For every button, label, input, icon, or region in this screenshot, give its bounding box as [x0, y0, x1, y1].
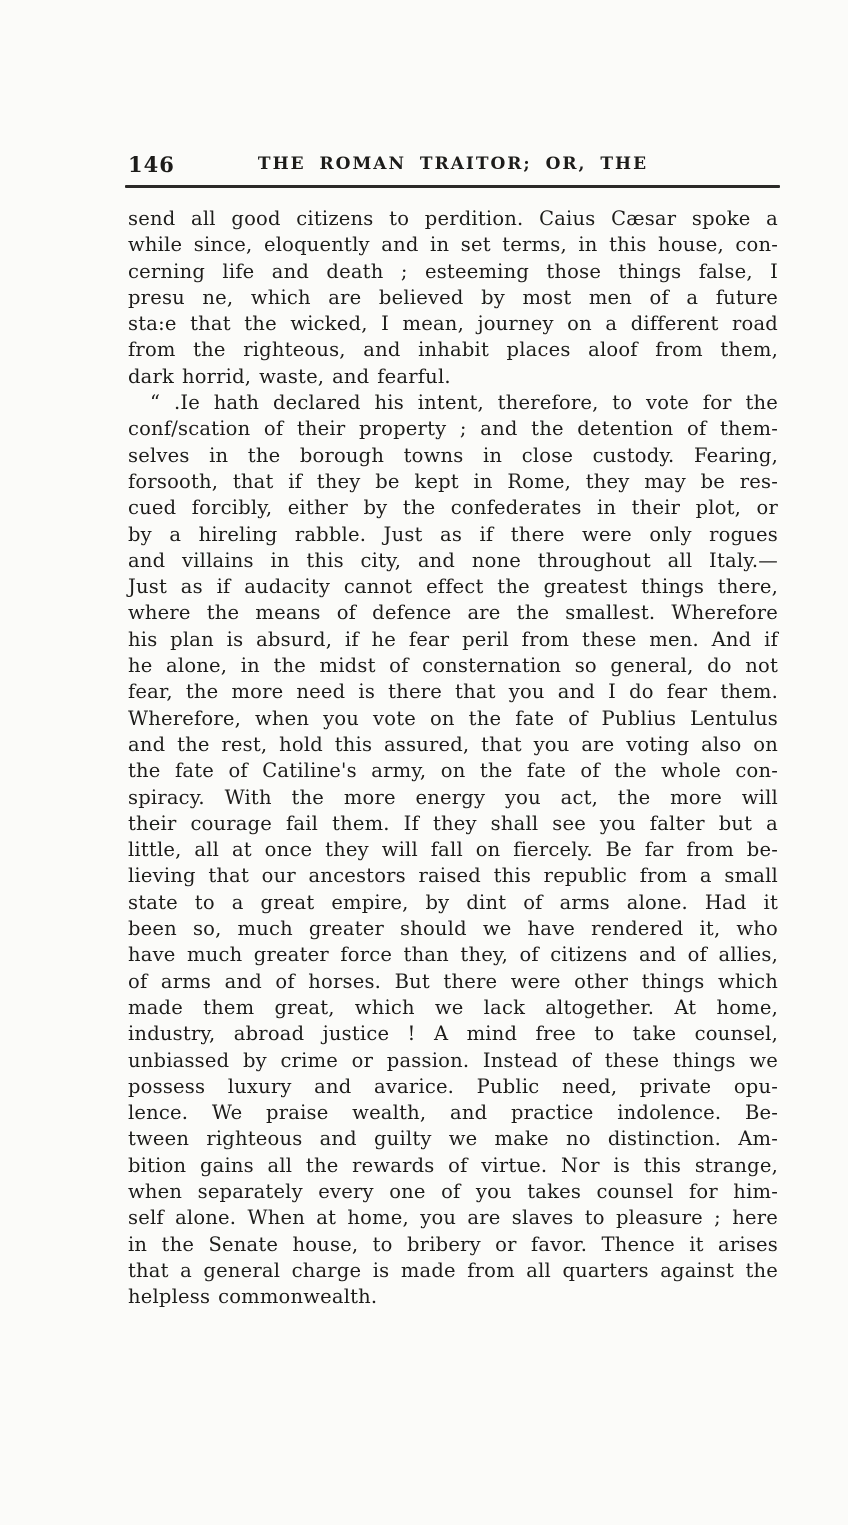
text-line: by a hireling rabble. Just as if there were only rogues [128, 522, 778, 546]
text-line: of arms and of horses. But there were other things which [128, 969, 778, 993]
text-line: and villains in this city, and none throughout all Italy.— [128, 548, 778, 572]
text-line: Just as if audacity cannot effect the greatest things there, [128, 575, 778, 599]
text-line: send all good citizens to perdition. Caius Cæsar spoke a [128, 207, 778, 230]
text-line: selves in the borough towns in close custody. Fearing, [128, 443, 778, 467]
text-line: that a general charge is made from all quarters against the [128, 1258, 778, 1282]
text-line: cerning life and death ; esteeming those things false, I [128, 259, 778, 283]
text-line: bition gains all the rewards of virtue. Nor is this strange, [128, 1153, 778, 1177]
text-line: possess luxury and avarice. Public need, private opu- [128, 1074, 778, 1098]
text-line: in the Senate house, to bribery or favor. Thence it arises [128, 1232, 778, 1256]
text-line: the fate of Catiline's army, on the fate of the whole con- [128, 759, 778, 783]
text-line: unbiassed by crime or passion. Instead of these things we [128, 1048, 778, 1072]
text-line: their courage fail them. If they shall see you falter but a [128, 811, 778, 835]
text-line: been so, much greater should we have rendered it, who [128, 917, 778, 941]
text-line: and the rest, hold this assured, that you are voting also on [128, 732, 778, 756]
text-line: presu ne, which are believed by most men of a future [128, 285, 778, 309]
text-line: fear, the more need is there that you and I do fear them. [128, 680, 778, 704]
text-line: state to a great empire, by dint of arms alone. Had it [128, 890, 778, 914]
text-line: dark horrid, waste, and fearful. [128, 364, 451, 388]
text-line: Wherefore, when you vote on the fate of Publius Lentulus [128, 706, 778, 730]
text-line: where the means of defence are the smallest. Wherefore [128, 601, 778, 625]
text-line: lieving that our ancestors raised this republic from a small [128, 864, 778, 888]
text-line: sta:e that the wicked, I mean, journey on a different road [128, 312, 778, 336]
text-line: industry, abroad justice ! A mind free to take counsel, [128, 1022, 778, 1046]
header-rule [125, 185, 780, 188]
text-line: from the righteous, and inhabit places aloof from them, [128, 338, 778, 362]
text-line: spiracy. With the more energy you act, the more will [128, 785, 778, 809]
text-line: while since, eloquently and in set terms, in this house, con- [128, 233, 778, 257]
text-line: forsooth, that if they be kept in Rome, they may be res- [128, 469, 778, 493]
text-line: lence. We praise wealth, and practice indolence. Be- [128, 1101, 778, 1125]
text-line: self alone. When at home, you are slaves to pleasure ; here [128, 1206, 778, 1230]
text-line: have much greater force than they, of citizens and of allies, [128, 943, 778, 967]
text-line: tween righteous and guilty we make no distinction. Am- [128, 1127, 778, 1151]
text-line: when separately every one of you takes counsel for him- [128, 1179, 778, 1203]
text-line: helpless commonwealth. [128, 1285, 378, 1309]
text-line: “ .Ie hath declared his intent, therefore, to vote for the [150, 391, 778, 415]
text-line: he alone, in the midst of consternation so general, do not [128, 654, 778, 678]
text-line: little, all at once they will fall on fiercely. Be far from be- [128, 838, 778, 862]
text-line: made them great, which we lack altogether. At home, [128, 995, 778, 1019]
text-line: his plan is absurd, if he fear peril from these men. And if [128, 627, 778, 651]
running-title: THE ROMAN TRAITOR; OR, THE [257, 154, 649, 174]
page-number: 146 [128, 152, 175, 177]
page-text [128, 206, 778, 1310]
text-line: conf/scation of their property ; and the detention of them- [128, 417, 778, 441]
text-line: cued forcibly, either by the confederates in their plot, or [128, 496, 778, 520]
page-header [128, 152, 778, 178]
